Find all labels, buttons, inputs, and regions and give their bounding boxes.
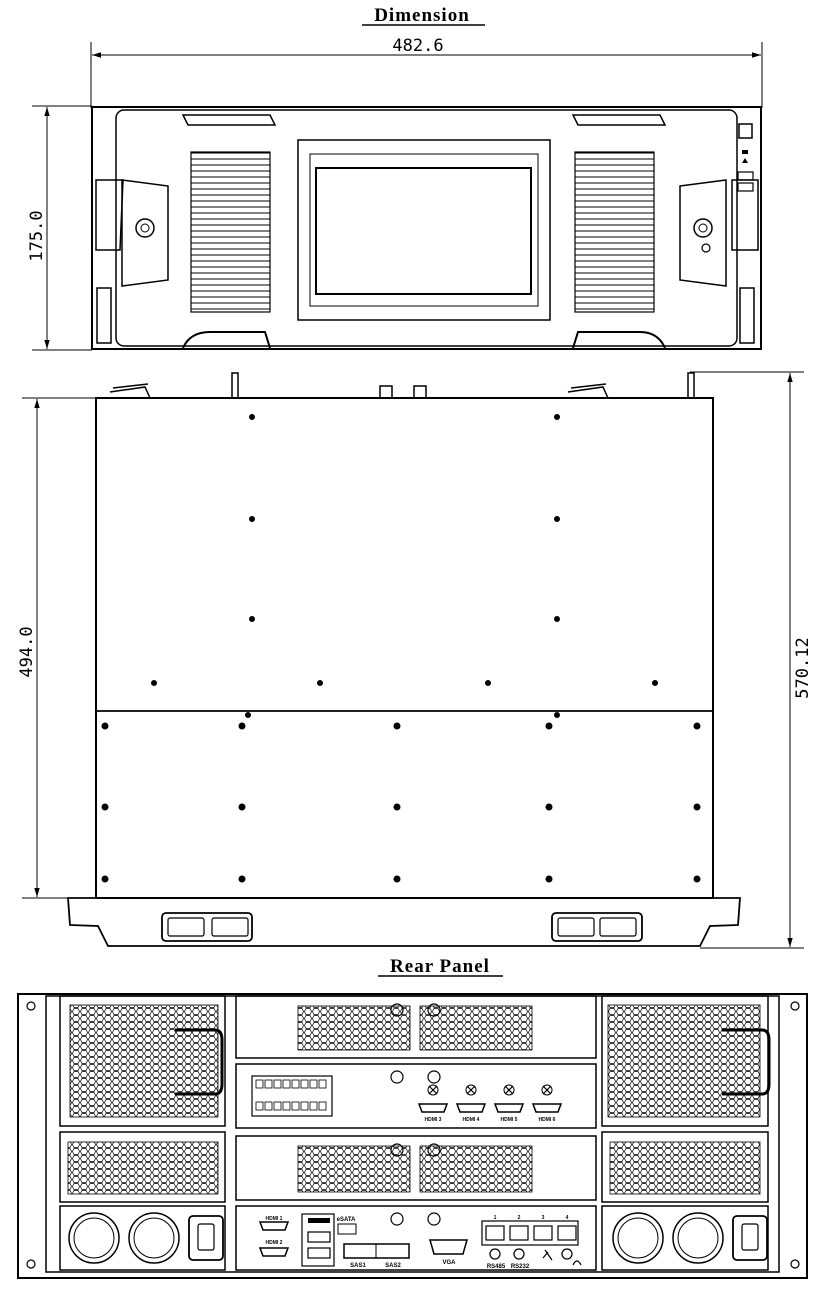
vga-label: VGA	[442, 1260, 456, 1266]
hdmi-output-label: HDMI 3	[424, 1117, 442, 1123]
depth-dimension-label: 494.0	[17, 626, 37, 678]
mount-hole	[791, 1002, 799, 1010]
lan-number: 1	[493, 1215, 497, 1221]
audio-port-icon	[562, 1249, 572, 1259]
psu-fan-right-b-inner	[678, 1218, 718, 1258]
lock-icon-core	[141, 224, 149, 232]
esata-port-icon	[308, 1218, 330, 1223]
psu-fan-right-b	[673, 1213, 723, 1263]
slot-2-screw	[391, 1071, 403, 1083]
front-handle-right-plate	[680, 180, 726, 286]
front-vent-left	[191, 152, 270, 312]
power-inlet-right	[733, 1216, 767, 1260]
handle-top-right	[552, 913, 642, 941]
bezel-top-notch-left	[183, 115, 275, 125]
width-dimension-label: 482.6	[392, 36, 444, 56]
expansion-slot-3	[236, 1136, 596, 1200]
hdmi-1-label: HDMI 1	[265, 1216, 283, 1222]
rear-view	[18, 956, 807, 1278]
front-handle-left	[96, 180, 123, 250]
rear-connector	[414, 386, 426, 398]
front-bezel-top-profile	[68, 898, 740, 946]
psu-fan-left-a-inner	[74, 1218, 114, 1258]
top-view	[17, 372, 813, 948]
mount-hole	[27, 1002, 35, 1010]
lan-port-icon	[510, 1226, 528, 1240]
usb-port-icon	[738, 172, 753, 180]
rear-ear-left	[110, 384, 150, 398]
hdmi-output-label: HDMI 4	[462, 1117, 480, 1123]
overall-depth-dimension-label: 570.12	[793, 637, 813, 699]
rear-tab-right	[688, 373, 694, 398]
hdmi-output-port	[419, 1085, 447, 1123]
psu-fan-left-b-inner	[134, 1218, 174, 1258]
front-vent-right	[575, 152, 654, 312]
front-display-bezel	[310, 154, 538, 306]
slot-3-vent-right	[420, 1146, 532, 1192]
power-button	[739, 124, 752, 138]
power-inlet-socket	[198, 1224, 214, 1250]
hdmi-port-1	[260, 1216, 288, 1230]
sas2-label: SAS2	[385, 1263, 401, 1269]
lan-number: 3	[541, 1215, 545, 1221]
psu-grille-left	[68, 1142, 218, 1194]
rear-tab-left	[232, 373, 238, 398]
hdmi-output-label: HDMI 5	[500, 1117, 518, 1123]
slot-3-vent-left	[298, 1146, 410, 1192]
status-led	[742, 150, 748, 154]
rs485-label: RS485	[486, 1264, 506, 1270]
hdmi-output-port	[533, 1085, 561, 1123]
rs232-port-icon	[514, 1249, 524, 1259]
alarm-led	[742, 158, 748, 163]
handle-grip	[600, 918, 636, 936]
slot-1-vent-left	[298, 1006, 410, 1050]
front-foot-right	[740, 288, 754, 343]
slot-1-vent-right	[420, 1006, 532, 1050]
lock-icon	[694, 219, 712, 237]
hdmi-output-port	[495, 1085, 523, 1123]
psu-fan-left-a	[69, 1213, 119, 1263]
lan-port-icon	[534, 1226, 552, 1240]
power-inlet-left	[189, 1216, 223, 1260]
rear-ear-right	[568, 384, 608, 398]
headphone-icon	[573, 1261, 581, 1265]
handle-grip	[168, 918, 204, 936]
rs485-port-icon	[490, 1249, 500, 1259]
rear-panel-title: Rear Panel	[390, 956, 490, 977]
handle-grip	[212, 918, 248, 936]
front-foot-left	[97, 288, 111, 343]
top-cover-screws	[102, 415, 700, 883]
fan-grille-left	[70, 1005, 218, 1117]
expansion-slot-1	[236, 996, 596, 1058]
handle-top-left	[162, 913, 252, 941]
rs232-label: RS232	[510, 1264, 530, 1270]
psu-fan-right-a-inner	[618, 1218, 658, 1258]
lan-port-icon	[486, 1226, 504, 1240]
psu-fan-right-a	[613, 1213, 663, 1263]
front-view	[27, 5, 762, 350]
lock-icon	[136, 219, 154, 237]
psu-fan-left-b	[129, 1213, 179, 1263]
led-indicator	[702, 244, 710, 252]
hdmi-output-port	[457, 1085, 485, 1123]
bezel-top-notch-right	[573, 115, 665, 125]
lan-port-icon	[558, 1226, 576, 1240]
io-screw	[428, 1213, 440, 1225]
hdmi-2-label: HDMI 2	[265, 1240, 283, 1246]
lan-ports	[482, 1215, 578, 1245]
height-dimension-label: 175.0	[27, 210, 47, 262]
fan-grille-right	[608, 1005, 760, 1117]
vga-port	[430, 1240, 467, 1254]
usb-port-icon	[308, 1248, 330, 1258]
lan-number: 4	[565, 1215, 569, 1221]
rear-connector	[380, 386, 392, 398]
mount-hole	[27, 1260, 35, 1268]
sas1-label: SAS1	[350, 1263, 366, 1269]
lan-number: 2	[517, 1215, 521, 1221]
dimension-title: Dimension	[374, 5, 470, 26]
esata-label: eSATA	[336, 1217, 356, 1223]
handle-grip	[558, 918, 594, 936]
hdmi-port-2	[260, 1240, 288, 1256]
io-screw	[391, 1213, 403, 1225]
psu-grille-right	[610, 1142, 760, 1194]
usb-port-icon	[738, 183, 753, 191]
lan-port-block	[482, 1221, 578, 1245]
hdmi-output-label: HDMI 6	[538, 1117, 556, 1123]
slot-2-screw	[428, 1071, 440, 1083]
power-inlet-socket	[742, 1224, 758, 1250]
usb-port-icon	[308, 1232, 330, 1242]
alarm-terminal-pins	[256, 1080, 326, 1110]
top-chassis-outline	[96, 398, 713, 898]
mount-hole	[791, 1260, 799, 1268]
ground-screw-icon	[543, 1250, 552, 1260]
lock-icon-core	[699, 224, 707, 232]
front-handle-left-plate	[122, 180, 168, 286]
front-display-screen	[316, 168, 531, 294]
esata-port-icon	[338, 1224, 356, 1234]
